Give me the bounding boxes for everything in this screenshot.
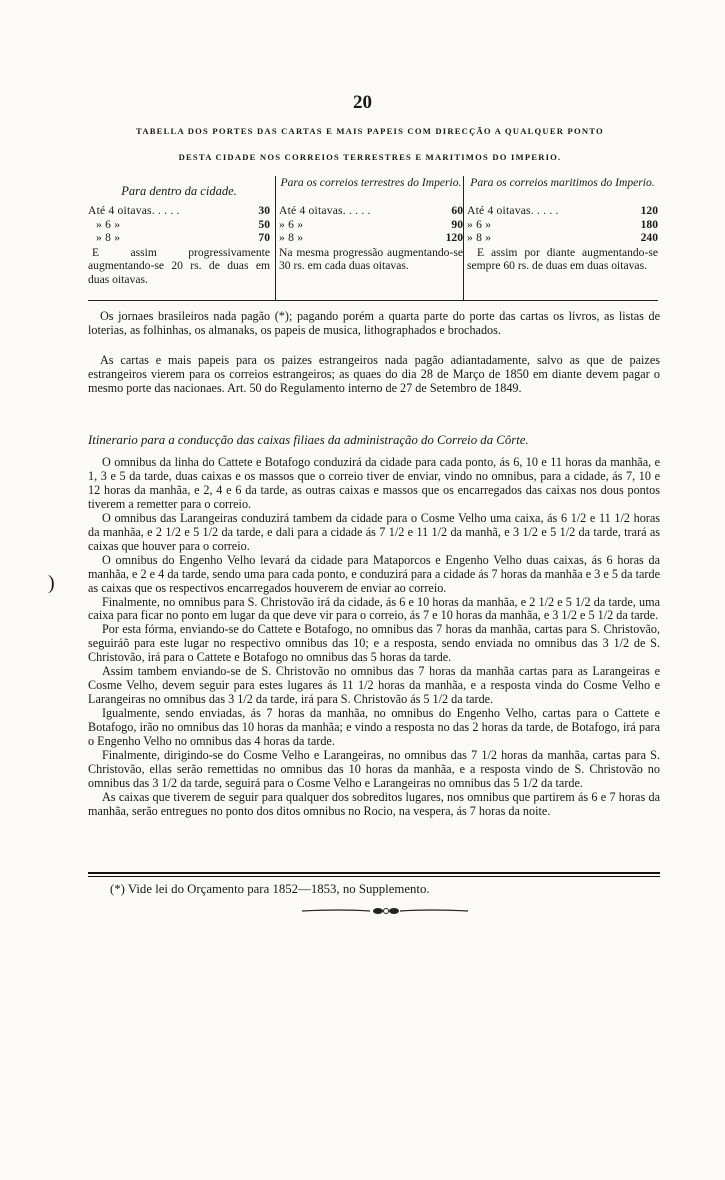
rate-price: 90: [451, 217, 463, 231]
rate-row: [279, 204, 463, 218]
itinerary-paragraph: As caixas que tiverem de seguir para qualquer dos sobreditos lugares, nos omnibus que partirem ás 6 e 7 horas da manhãa, serão entregues no ponto dos ditos omnibus no Rocio, na vespera, ás 7 horas da noite.: [88, 789, 660, 818]
itinerary-body: [88, 456, 660, 819]
rates-column-title: Para os correios maritimos do Imperio.: [470, 176, 655, 189]
footnote-rule-thin: [88, 876, 660, 877]
rate-label: » 8 »: [467, 231, 492, 245]
rate-row: [467, 218, 658, 232]
rate-price: 60: [451, 204, 463, 217]
rate-price: 240: [640, 231, 658, 245]
itinerary-paragraph: O omnibus do Engenho Velho levará da cidade para Mataporcos e Engenho Velho duas caixas, ás 6 horas da manhãa, e 2 e 4 da tarde, sendo uma para cada ponto, e conduzirá para a cidade ás 7 horas da manhãa e 3 e 5 da tarde as caixas que os respectivos encarregados houverem de enviar ao correio.: [88, 552, 660, 595]
rate-row: [467, 204, 658, 218]
itinerary-paragraph: O omnibus da linha do Cattete e Botafogo conduzirá da cidade para cada ponto, ás 6, 10 e 11 horas da manhãa, e 1, 3 e 5 da tarde, duas caixas e os massos que o correio tiver de enviar, vindo no omnibus, para a cidade, ás 7, 10 e 12 horas da manhãa, e 2, 4 e 6 da tarde, as outras caixas e massos que os encarregados das caixas nos dous pontos tiverem a remetter para o correio.: [88, 455, 660, 511]
itinerary-paragraph: Finalmente, no omnibus para S. Christovão irá da cidade, ás 6 e 10 horas da manhãa, e 2 1/2 e 5 1/2 da tarde, uma caixa para ficar no ponto em lugar da que deve vir para o correio, ás 7 e 10 horas da manhãa, e 3 1/2 e 5 1/2 da tarde.: [88, 594, 660, 623]
rate-row: [279, 218, 463, 232]
rate-label: » 6 »: [467, 217, 492, 231]
footnote-rule: [88, 872, 660, 874]
rate-price: 50: [258, 217, 270, 231]
rate-label: » 8 »: [96, 231, 121, 245]
rate-label: » 6 »: [96, 217, 121, 231]
rates-column-city: [88, 176, 270, 300]
itinerary-paragraph: Finalmente, dirigindo-se do Cosme Velho e Larangeiras, no omnibus das 7 1/2 horas da manhãa, cartas para S. Christovão, ellas serão remettidas no omnibus das 10 horas da manhãa, e a resposta vindo de S. Christovão no omnibus das 3 1/2 da tarde, seguirá para o Cosme Velho e Larangeiras no omnibus das 5 1/2 da tarde.: [88, 748, 660, 790]
rate-note: E assim por diante augmentando-se sempre 60 rs. de duas em duas oitavas.: [467, 245, 658, 273]
itinerary-paragraph: Assim tambem enviando-se de S. Christovão no omnibus das 7 horas da manhãa cartas para as Larangeiras e Cosme Velho, devem seguir para estes lugares ás 11 1/2 horas da manhãa, e a resposta vinda do Cosme Velho e Larangeiras no omnibus das 3 1/2 da tarde, irá para S. Christovão ás 5 1/2 da tarde.: [88, 664, 660, 707]
rates-column-title: Para dentro da cidade.: [121, 184, 237, 198]
rate-row: [88, 218, 270, 232]
rates-table: [88, 176, 658, 301]
rate-price: 120: [445, 231, 463, 245]
itinerary-paragraph: Por esta fórma, enviando-se do Cattete e Botafogo, no omnibus das 7 horas da manhãa, cartas para S. Christovão, seguiráõ para este lugar no respectivo omnibus das 10; e a resposta, sendo enviada no omnibus das 3 1/2 de S. Christovão, irá para o Cattete e Botafogo no omnibus das 5 horas da tarde.: [88, 622, 660, 665]
itinerary-title: Itinerario para a conducção das caixas filiaes da administração do Correio da Côrte.: [88, 433, 529, 447]
rate-label: Até 4 oitavas. . . . .: [279, 204, 371, 217]
rates-column-sea: [463, 176, 658, 300]
footnote: (*) Vide lei do Orçamento para 1852—1853, no Supplemento.: [110, 882, 430, 896]
rate-row: [279, 231, 463, 245]
margin-mark: ): [48, 572, 55, 594]
rate-label: Até 4 oitavas. . . . .: [88, 204, 180, 217]
table-heading-line-2: DESTA CIDADE NOS CORREIOS TERRESTRES E MARITIMOS DO IMPERIO.: [178, 152, 562, 162]
rate-note: E assim progressivamente augmentando-se 20 rs. de duas em duas oitavas.: [88, 245, 270, 286]
itinerary-paragraph: Igualmente, sendo enviadas, ás 7 horas da manhãa, no omnibus do Engenho Velho, cartas para o Cattete e Botafogo, irão no omnibus das 10 horas da manhãa; e vindo a resposta no das 2 horas da tarde, de Botafogo, irá para o Engenho Velho no omnibus das 4 horas da tarde.: [88, 706, 660, 749]
rates-column-title: Para os correios terrestres do Imperio.: [280, 176, 462, 189]
itinerary-paragraph: O omnibus das Larangeiras conduzirá tambem da cidade para o Cosme Velho uma caixa, ás 6 1/2 e 11 1/2 horas da manhãa, e 2 1/2 e 5 1/2 da tarde, e dali para a cidade ás 7 1/2 e 11 1/2 da manhã, e 3 1/2 e 5 1/2 da tarde, trará as caixas que houver para o correio.: [88, 510, 660, 553]
rate-note: Na mesma progressão augmentando-se 30 rs. em cada duas oitavas.: [279, 245, 463, 273]
table-heading-line-1: TABELLA DOS PORTES DAS CARTAS E MAIS PAPEIS COM DIRECÇÃO A QUALQUER PONTO: [136, 126, 604, 136]
rate-price: 30: [258, 204, 270, 217]
rate-label: Até 4 oitavas. . . . .: [467, 204, 559, 217]
rate-price: 70: [258, 231, 270, 245]
rate-row: [467, 231, 658, 245]
journals-paragraph: Os jornaes brasileiros nada pagão (*); pagando porém a quarta parte do porte das cartas os livros, as listas de loterias, as folhinhas, os almanaks, os papeis de musica, lithographados e brochados.: [88, 309, 660, 337]
rate-row: [88, 204, 270, 218]
page-number: 20: [353, 92, 372, 113]
rate-label: » 8 »: [279, 231, 304, 245]
rate-price: 120: [640, 204, 658, 217]
rate-price: 180: [640, 217, 658, 231]
foreign-letters-paragraph: As cartas e mais papeis para os paizes estrangeiros nada pagão adiantadamente, salvo as que de paizes estrangeiros vierem para os correios estrangeiros; as quaes do dia 28 de Março de 1850 em diante devem pagar o mesmo porte das nacionaes. Art. 50 do Regulamento interno de 27 de Setembro de 1849.: [88, 353, 660, 395]
rate-label: » 6 »: [279, 217, 304, 231]
rate-row: [88, 231, 270, 245]
end-ornament-icon: [300, 906, 470, 916]
rates-column-land: [275, 176, 463, 300]
